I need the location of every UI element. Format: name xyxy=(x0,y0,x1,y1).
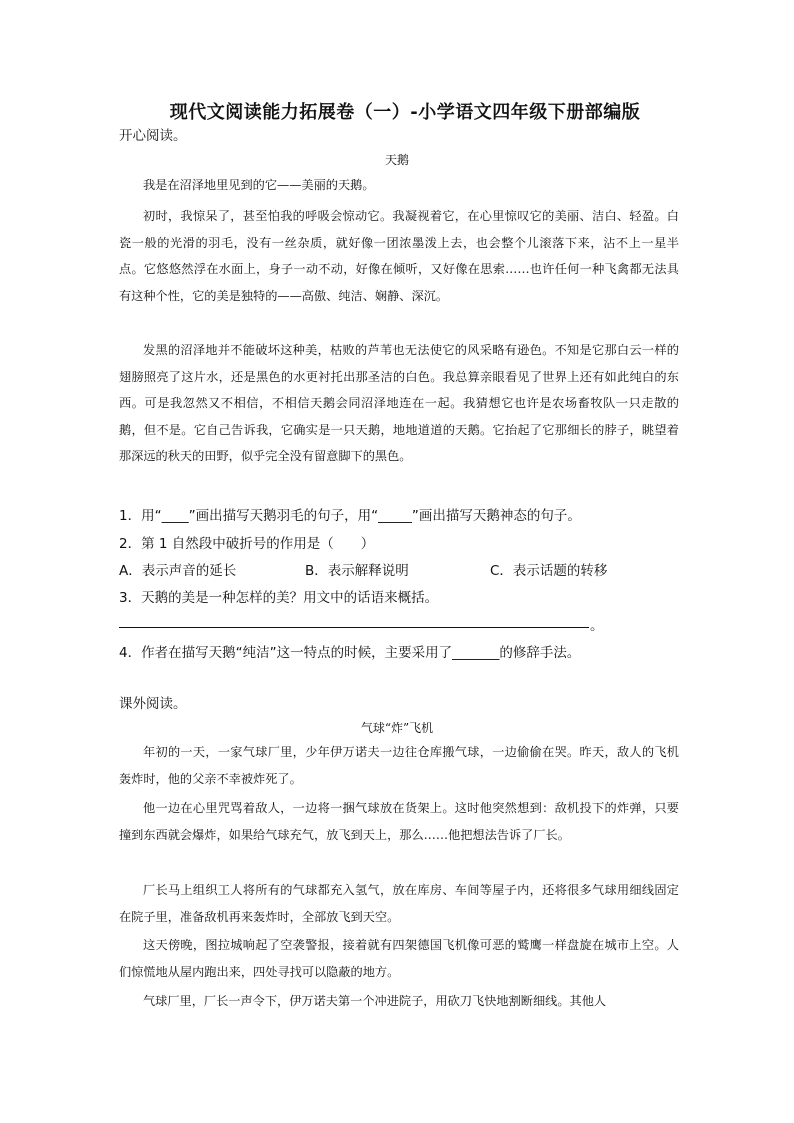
paragraph: 气球厂里，厂长一声令下，伊万诺夫第一个冲进院子，用砍刀飞快地割断细线。其他人 xyxy=(143,994,607,1008)
page-title: 现代文阅读能力拓展卷（一）-小学语文四年级下册部编版 xyxy=(169,102,641,123)
option-a: A．表示声音的延长 xyxy=(119,563,237,579)
question-4: 4．作者在描写天鹅“纯洁”这一特点的时候，主要采用了_______的修辞手法。 xyxy=(119,645,581,661)
story-title-balloon: 气球“炸”飞机 xyxy=(360,721,434,735)
option-b: B．表示解释说明 xyxy=(305,563,409,579)
option-c: C．表示话题的转移 xyxy=(490,563,608,579)
answer-line-end: 。 xyxy=(590,618,604,634)
paragraph: 厂长马上组织工人将所有的气球都充入氢气，放在库房、车间等屋子内，还将很多气球用细线固定在院子里，准备敌机再来轰炸时，全部放飞到天空。 xyxy=(119,883,679,924)
paragraph: 初时，我惊呆了，甚至怕我的呼吸会惊动它。我凝视着它，在心里惊叹它的美丽、洁白、轻盈。白瓷一般的光滑的羽毛，没有一丝杂质，就好像一团浓墨泼上去，也会整个儿滚落下来，沾不上一星半点。它悠悠然浮在水面上，身子一动不动，好像在倾听，又好像在思索……也许任何一种飞禽都无法具有这种个性，它的美是独特的——高傲、纯洁、娴静、深沉。 xyxy=(119,209,679,303)
answer-line xyxy=(119,627,589,628)
question-1: 1．用“____”画出描写天鹅羽毛的句子，用“_____”画出描写天鹅神态的句子。 xyxy=(119,508,581,524)
paragraph: 他一边在心里咒骂着敌人，一边将一捆气球放在货架上。这时他突然想到：敌机投下的炸弹，只要撞到东西就会爆炸，如果给气球充气，放飞到天上，那么……他把想法告诉了厂长。 xyxy=(119,801,679,842)
section-label-extracurricular-reading: 课外阅读。 xyxy=(119,696,187,712)
section-label-happy-reading: 开心阅读。 xyxy=(119,128,187,144)
question-2: 2．第 1 自然段中破折号的作用是（ ） xyxy=(119,536,375,552)
paragraph: 这天傍晚，图拉城响起了空袭警报，接着就有四架德国飞机像可恶的鹫鹰一样盘旋在城市上空。人们惊慌地从屋内跑出来，四处寻找可以隐蔽的地方。 xyxy=(119,938,679,979)
paragraph: 年初的一天，一家气球厂里，少年伊万诺夫一边往仓库搬气球，一边偷偷在哭。昨天，敌人的飞机轰炸时，他的父亲不幸被炸死了。 xyxy=(119,745,679,786)
story-title-swan: 天鹅 xyxy=(384,153,409,167)
question-3: 3．天鹅的美是一种怎样的美？用文中的话语来概括。 xyxy=(119,590,439,606)
paragraph: 我是在沼泽地里见到的它——美丽的天鹅。 xyxy=(143,178,375,192)
paragraph: 发黑的沼泽地并不能破坏这种美，枯败的芦苇也无法使它的风采略有逊色。不知是它那白云一样的翅膀照亮了这片水，还是黑色的水更衬托出那圣洁的白色。我总算亲眼看见了世界上还有如此纯白的东西。可是我忽然又不相信，不相信天鹅会同沼泽地连在一起。我猜想它也许是农场畜牧队一只走散的鹅，但不是。它自己告诉我，它确实是一只天鹅，地地道道的天鹅。它抬起了它那细长的脖子，眺望着那深远的秋天的田野，似乎完全没有留意脚下的黑色。 xyxy=(119,343,679,463)
